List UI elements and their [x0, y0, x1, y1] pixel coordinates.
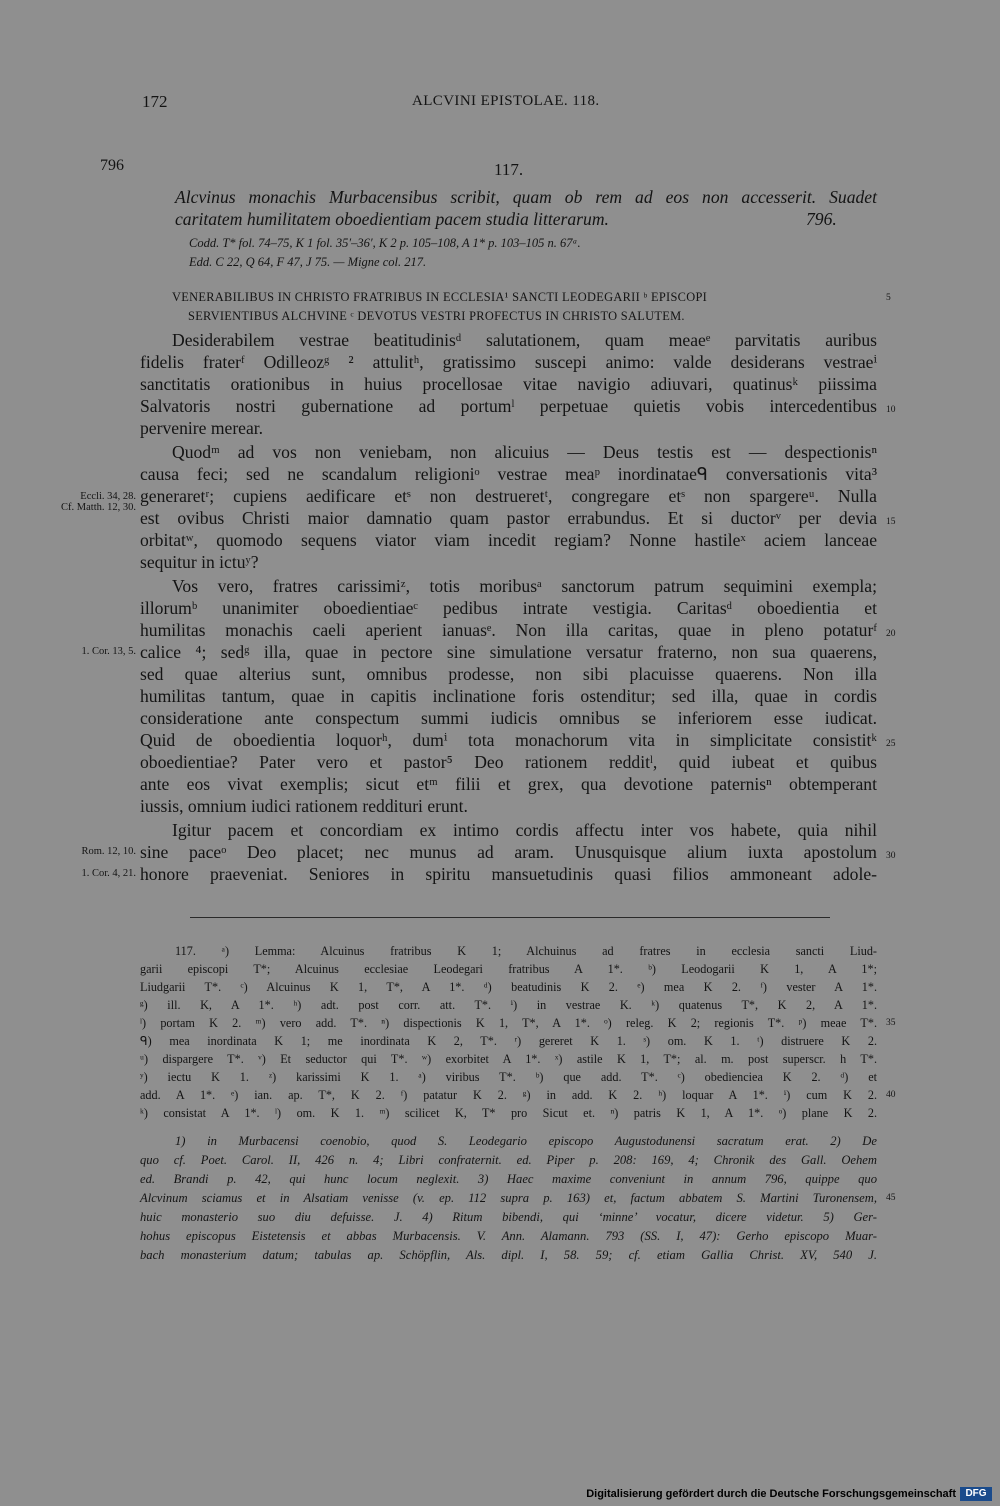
line-number: 25: [886, 739, 896, 749]
body-line: Desiderabilem vestrae beatitudinisᵈ salutationem, quam meaeᵉ parvitatis auribus: [172, 330, 877, 350]
separator-rule: [190, 917, 830, 918]
body-line: humilitas tantum, quae in capitis inclinatione foris ostenditur; sed illa, quae in cordis: [140, 686, 877, 706]
footer-bar: [0, 1484, 1000, 1506]
apparatus-line: garii episcopi T*; Alcuinus ecclesiae Leodegari fratribus A 1*. ᵇ) Leodogarii K 1, A 1*;: [140, 962, 877, 976]
line-number: 20: [886, 629, 896, 639]
note-line: huic monasterio suo diu defuisse. J. 4) Ritum bibendi, qui ‘minne’ vocatur, dicere videtur. 5) Ger-: [140, 1210, 877, 1224]
body-line: honore praeveniat. Seniores in spiritu mansuetudinis quasi filios ammoneant adole-: [140, 864, 877, 884]
body-line: humilitas monachis caeli aperient ianuasᵉ. Non illa caritas, quae in pleno potaturᶠ: [140, 620, 877, 640]
body-line: causa feci; sed ne scandalum religioniᵒ vestrae meaᵖ inordinataeᑫ conversationis vita³: [140, 464, 877, 484]
salutation-line-2: SERVIENTIBUS ALCHVINE ᶜ DEVOTUS VESTRI PROFECTUS IN CHRISTO SALUTEM.: [188, 309, 685, 323]
summary-line-2: caritatem humilitatem oboedientiam pacem studia litterarum.: [175, 209, 609, 229]
body-line: iussis, omnium iudici rationem reddituri erunt.: [140, 796, 468, 816]
footer-credit: Digitalisierung gefördert durch die Deutsche Forschungsgemeinschaft: [586, 1488, 956, 1500]
body-line: ante eos vivat exemplis; sicut etᵐ filii et grex, qua devotione paternisⁿ obtemperant: [140, 774, 877, 794]
body-line: oboedientiae? Pater vero et pastor⁵ Deo rationem redditˡ, quid iubeat et quibus: [140, 752, 877, 772]
running-title: ALCVINI EPISTOLAE. 118.: [412, 93, 600, 109]
line-number: 30: [886, 851, 896, 861]
margin-ref-rom: Rom. 12, 10.: [81, 846, 136, 857]
line-number: 10: [886, 405, 896, 415]
line-number: 40: [886, 1090, 896, 1100]
year-margin: 796: [100, 157, 124, 174]
note-line: bach monasterium datum; tabulas ap. Schöpflin, Als. dipl. I, 58. 59; cf. etiam Gallia Christ. XV, 540 J.: [140, 1248, 877, 1262]
margin-ref-matth: Cf. Matth. 12, 30.: [61, 502, 136, 513]
note-line: 1) in Murbacensi coenobio, quod S. Leodegario episcopo Augustodunensi sacratum erat. 2) De: [175, 1134, 877, 1148]
summary-line-1: Alcvinus monachis Murbacensibus scribit, quam ob rem ad eos non accesserit. Suadet: [175, 187, 877, 207]
body-line: calice ⁴; sedᵍ illa, quae in pectore sine simulatione versatur fraterno, non sua quaerens,: [140, 642, 877, 662]
letter-number: 117.: [494, 160, 524, 179]
body-line: sed quae alterius sunt, omnibus prodesse, non sibi placuisse quaerens. Non illa: [140, 664, 877, 684]
apparatus-line: ᵍ) ill. K, A 1*. ʰ) adt. post corr. att. T*. ⁱ) in vestrae K. ᵏ) quatenus T*, K 2, A 1*.: [140, 998, 877, 1012]
apparatus-line: ˡ) portam K 2. ᵐ) vero add. T*. ⁿ) dispectionis K 1, T*, A 1*. ᵒ) releg. K 2; regionis T*. ᵖ) meae T*.: [140, 1016, 877, 1030]
apparatus-line: Liudgarii T*. ᶜ) Alcuinus K 1, T*, A 1*. ᵈ) beatudinis K 2. ᵉ) mea K 2. ᶠ) vester A 1*.: [140, 980, 877, 994]
body-line: Salvatoris nostri gubernatione ad portumˡ perpetuae quietis vobis intercedentibus: [140, 396, 877, 416]
apparatus-line: 117. ᵃ) Lemma: Alcuinus fratribus K 1; Alchuinus ad fratres in ecclesia sancti Liud-: [175, 944, 877, 958]
apparatus-line: ᵘ) dispargere T*. ᵛ) Et seductor qui T*. ʷ) exorbitet A 1*. ˣ) astile K 1, T*; al. m. post superscr. h T*.: [140, 1052, 877, 1066]
body-line: consideratione ante conspectum summi iudicis omnibus se inferiorem esse iudicat.: [140, 708, 877, 728]
body-line: orbitatʷ, quomodo sequens viator viam incedit regiam? Nonne hastileˣ aciem lanceae: [140, 530, 877, 550]
margin-ref-cor2: 1. Cor. 4, 21.: [81, 868, 136, 879]
salutation-line-1: VENERABILIBUS IN CHRISTO FRATRIBUS IN ECCLESIA¹ SANCTI LEODEGARII ᵇ EPISCOPI: [172, 290, 708, 304]
body-line: Quid de oboedientia loquorʰ, dumⁱ tota monachorum vita in simplicitate consistitᵏ: [140, 730, 877, 750]
body-line: sine paceᵒ Deo placet; nec munus ad aram. Unusquisque alium iuxta apostolum: [140, 842, 877, 862]
body-line: sequitur in ictuʸ?: [140, 552, 259, 572]
note-line: ed. Brandi p. 42, qui hunc locum neglexit. 3) Haec maxime conveniunt in annum 796, quippe quo: [140, 1172, 877, 1186]
body-line: sanctitatis orationibus in huius procellosae vitae navigio adiuvari, quatinusᵏ piissima: [140, 374, 877, 394]
page-number: 172: [142, 92, 168, 111]
summary-year: 796.: [806, 209, 837, 229]
body-line: illorumᵇ unanimiter oboedientiaeᶜ pedibus intrate vestigia. Caritasᵈ oboedientia et: [140, 598, 877, 618]
note-line: Alcvinum sciamus et in Alsatiam venisse (v. ep. 112 supra p. 163) et, factum abbatem S. Martini Turonensem,: [140, 1191, 877, 1205]
line-number: 15: [886, 517, 896, 527]
margin-ref-cor1: 1. Cor. 13, 5.: [81, 646, 136, 657]
body-line: Vos vero, fratres carissimiᶻ, totis moribusᵃ sanctorum patrum sequimini exempla;: [172, 576, 877, 596]
apparatus-line: ʸ) iectu K 1. ᶻ) karissimi K 1. ᵃ) viribus T*. ᵇ) que add. T*. ᶜ) obedienciea K 2. ᵈ) et: [140, 1070, 877, 1084]
body-line: Igitur pacem et concordiam ex intimo cordis affectu inter vos habete, quia nihil: [172, 820, 877, 840]
line-number: 45: [886, 1193, 896, 1203]
note-line: quo cf. Poet. Carol. II, 426 n. 4; Libri confraternit. ed. Piper p. 208: 169, 4; Chronik des Gall. Oehem: [140, 1153, 877, 1167]
apparatus-line: ᵏ) consistat A 1*. ˡ) om. K 1. ᵐ) scilicet K, T* pro Sicut et. ⁿ) patris K 1, A 1*. ᵒ) plane K 2.: [140, 1106, 877, 1120]
apparatus-line: ᑫ) mea inordinata K 1; me inordinata K 2, T*. ʳ) gereret K 1. ˢ) om. K 1. ᵗ) distruere K 2.: [140, 1034, 877, 1048]
dfg-logo: DFG: [960, 1487, 992, 1501]
margin-ref-eccli: Eccli. 34, 28.: [80, 491, 136, 502]
apparatus-line: add. A 1*. ᵉ) ian. ap. T*, K 2. ᶠ) patatur K 2. ᵍ) in add. K 2. ʰ) loquar A 1*. ⁱ) cum K 2.: [140, 1088, 877, 1102]
body-line: fidelis fraterᶠ Odilleozᵍ ² attulitʰ, gratissimo suscepi animo: valde desiderans vestraeⁱ: [140, 352, 877, 372]
body-line: pervenire merear.: [140, 418, 264, 438]
edd-line: Edd. C 22, Q 64, F 47, J 75. — Migne col. 217.: [189, 255, 427, 269]
body-line: generaretʳ; cupiens aedificare etˢ non destrueretᵗ, congregare etˢ non spargereᵘ. Nulla: [140, 486, 877, 506]
line-number: 5: [886, 293, 891, 303]
note-line: hohus episcopus Eistetensis et abbas Murbacensis. V. Ann. Alamann. 793 (SS. I, 47): Gerho episcopo Muar-: [140, 1229, 877, 1243]
body-line: est ovibus Christi maior damnatio quam pastor errabundus. Et si ductorᵛ per devia: [140, 508, 877, 528]
body-line: Quodᵐ ad vos non veniebam, non alicuius — Deus testis est — despectionisⁿ: [172, 442, 877, 462]
line-number: 35: [886, 1018, 896, 1028]
codd-line: Codd. T* fol. 74–75, K 1 fol. 35′–36′, K 2 p. 105–108, A 1* p. 103–105 n. 67ᵃ.: [189, 236, 581, 250]
